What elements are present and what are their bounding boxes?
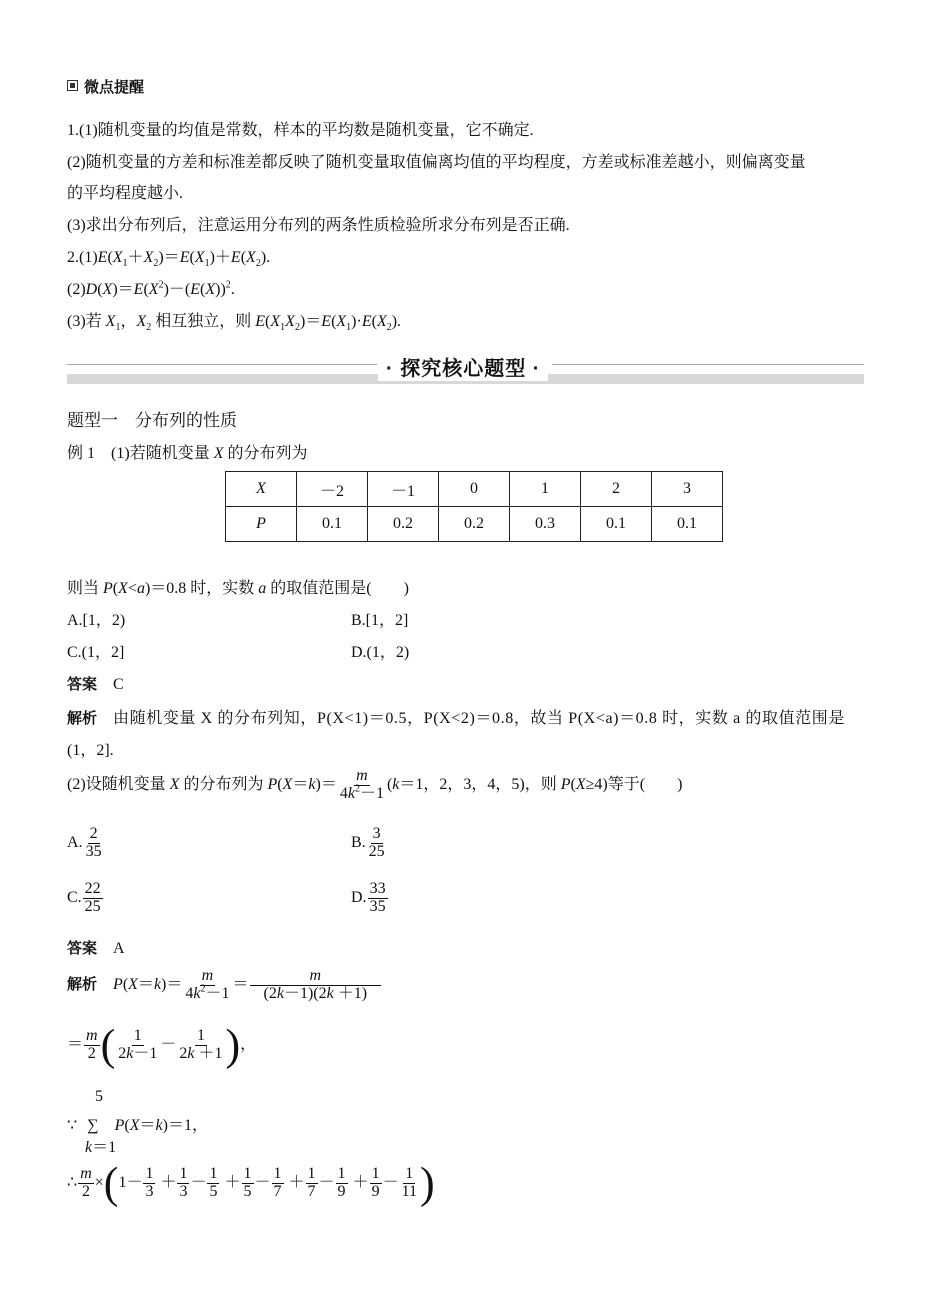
example-label: 例 1 [67, 445, 96, 462]
fraction: $\frac{1}{9}$ [371, 1165, 380, 1200]
option-a-2 [67, 826, 105, 861]
fraction [84, 826, 104, 861]
fraction: $\frac{m}{4k^2-1}$ [185, 967, 230, 1002]
q1-text: (1)若随机变量 [111, 445, 210, 462]
answer-value: C [113, 676, 124, 693]
option-c-2 [67, 881, 104, 916]
table-cell: 0.2 [368, 507, 439, 542]
fraction: $\frac{1}{5}$ [209, 1165, 218, 1200]
tip-line-4: (3)求出分布列后，注意运用分布列的两条性质检验所求分布列是否正确. [67, 217, 570, 234]
table-cell: 3 [652, 472, 723, 507]
fraction: $\frac{1}{9}$ [337, 1165, 346, 1200]
table-cell: P [226, 507, 297, 542]
tip-heading [67, 76, 144, 97]
table-cell: 0.1 [297, 507, 368, 542]
option-b-2-num: 3 [372, 825, 381, 842]
table-row-x [226, 472, 723, 507]
option-b-2 [351, 826, 388, 861]
tip-line-2: (2)随机变量的方差和标准差都反映了随机变量取值偏离均值的平均程度，方差或标准差越小，则偏离变量 [67, 154, 806, 171]
solution-text: 由随机变量 X 的分布列知，P(X<1)＝0.5，P(X<2)＝0.8，故当 P(X<a)＝0.8 时，实数 a 的取值范围是 [113, 710, 845, 727]
table-cell: 0.1 [581, 507, 652, 542]
table-cell: 2 [581, 472, 652, 507]
tip-line-3: 的平均程度越小. [67, 185, 184, 202]
tip-line-1: 1.(1)随机变量的均值是常数，样本的平均数是随机变量，它不确定. [67, 122, 534, 139]
q2-c: ＝1，2，3，4，5)，则 [399, 775, 557, 793]
distribution-table [225, 471, 723, 542]
cond-c: 的取值范围是( ) [270, 580, 409, 597]
question-2: (2)设随机变量 X 的分布列为 P(X＝k)＝ $\frac{m}{4k^2-1}$ (k＝1，2，3，4，5)，则 P(X≥4)等于( ) [67, 767, 683, 802]
table-cell: 0.1 [652, 507, 723, 542]
section-rule-right [552, 364, 864, 365]
sum-upper-limit: 5 [95, 1088, 103, 1105]
option-b-2-den: 25 [368, 842, 385, 860]
option-a: A.[1，2) [67, 612, 126, 629]
example-1-question: 例 1 (1)若随机变量 X 的分布列为 [67, 445, 308, 462]
solution-2-line-4: ∴ $\frac{m}{2}$ ×(1－ $\frac{1}{3}$ ＋ $\frac{1}{3}$ － $\frac{1}{5}$ ＋ $\frac{1}{5}$ － $\frac{1}{7}$ ＋ $\frac{1}{7}$ － $\frac{1}{9}$ ＋ $\frac{1}{9}$ － $\frac{1}{11}$ ) [67, 1158, 435, 1208]
fraction: $\frac{1}{7}$ [307, 1165, 316, 1200]
solution-1-line-1 [67, 705, 845, 728]
solution-2-line-2: ＝ $\frac{m}{2}$ ( $\frac{1}{2k-1}$ － $\frac{1}{2k +1}$ )， [67, 1020, 257, 1070]
fraction: $\frac{m}{2}$ [86, 1027, 98, 1062]
type-title: 题型一 分布列的性质 [67, 411, 237, 431]
answer-label: 答案 [67, 676, 98, 693]
option-d-2 [351, 881, 389, 916]
option-d-2-den: 35 [369, 897, 386, 915]
fraction: $\frac{1}{2k-1}$ [118, 1027, 158, 1062]
condition-text: 则当 P(X<a)＝0.8 时，实数 a 的取值范围是( ) [67, 580, 409, 597]
table-row-p [226, 507, 723, 542]
fraction: $\frac{m}{2}$ [80, 1165, 92, 1200]
option-c-2-num: 22 [84, 880, 101, 897]
option-d-2-label: D. [351, 888, 367, 906]
fraction: $\frac{1}{3}$ [179, 1165, 188, 1200]
solution-label: 解析 [67, 975, 98, 993]
q2-d: 等于( ) [607, 775, 683, 793]
fraction: $\frac{m}{4k^2-1}$ [339, 767, 384, 802]
fraction: $\frac{1}{7}$ [273, 1165, 282, 1200]
solution-1-line-2: (1，2]. [67, 742, 114, 759]
solution-label: 解析 [67, 710, 98, 727]
section-title: · 探究核心题型 · [378, 352, 548, 381]
fraction: $\frac{1}{3}$ [145, 1165, 154, 1200]
table-cell: 1 [510, 472, 581, 507]
option-c: C.(1，2] [67, 644, 125, 661]
q2-b: 的分布列为 [183, 775, 264, 793]
option-b-2-label: B. [351, 833, 366, 851]
cond-b: ＝0.8 时，实数 [150, 580, 255, 597]
option-b: B.[1，2] [351, 612, 409, 629]
answer-label: 答案 [67, 940, 98, 957]
answer-value: A [113, 940, 125, 957]
option-c-2-label: C. [67, 888, 82, 906]
answer-2 [67, 935, 125, 958]
fraction: $\frac{m}{(2k-1)(2k +1)}$ [250, 968, 382, 1003]
section-rule-left [67, 364, 377, 365]
fraction: $\frac{1}{2k +1}$ [179, 1027, 223, 1062]
answer-1 [67, 671, 124, 694]
fraction [367, 826, 387, 861]
table-cell: 0.2 [439, 507, 510, 542]
table-cell: 0 [439, 472, 510, 507]
option-a-2-label: A. [67, 833, 83, 851]
option-c-2-den: 25 [84, 897, 101, 915]
tip-formula-1: $2.(1)E(X_1+X_2)=E(X_1)+E(X_2)$. [67, 249, 271, 270]
table-cell: X [226, 472, 297, 507]
fraction [368, 881, 388, 916]
q1-text-b: 的分布列为 [227, 445, 308, 462]
option-a-2-num: 2 [89, 825, 98, 842]
sum-lower-limit: k＝1 [85, 1139, 117, 1156]
fraction: $\frac{1}{5}$ [243, 1165, 252, 1200]
tip-title: 微点提醒 [84, 79, 145, 96]
table-cell: 0.3 [510, 507, 581, 542]
cond-a: 则当 [67, 580, 100, 597]
square-bullet-icon [67, 80, 78, 91]
option-d: D.(1，2) [351, 644, 410, 661]
fraction [83, 881, 103, 916]
tip-formula-3: (3)若 $X_1$，$X_2$ 相互独立，则 $E(X_1X_2)=E(X_1)\cdot E(X_2)$. [67, 313, 402, 334]
section-title-text: 探究核心题型 [400, 358, 527, 380]
table-cell: －2 [297, 472, 368, 507]
fraction: $\frac{1}{11}$ [401, 1165, 417, 1200]
solution-2-line-3: ∵ ∑ P(X＝k)＝1， [67, 1117, 208, 1134]
option-d-2-num: 33 [369, 880, 386, 897]
q2-a: (2)设随机变量 [67, 775, 166, 793]
tip-formula-2: $(2)D(X)=E(X^2)-(E(X))^2$. [67, 279, 235, 298]
table-cell: －1 [368, 472, 439, 507]
option-a-2-den: 35 [85, 842, 102, 860]
solution-2-line-1: 解析 P(X＝k)＝ $\frac{m}{4k^2-1}$ ＝ $\frac{m}{(2k-1)(2k +1)}$ [67, 968, 382, 1003]
